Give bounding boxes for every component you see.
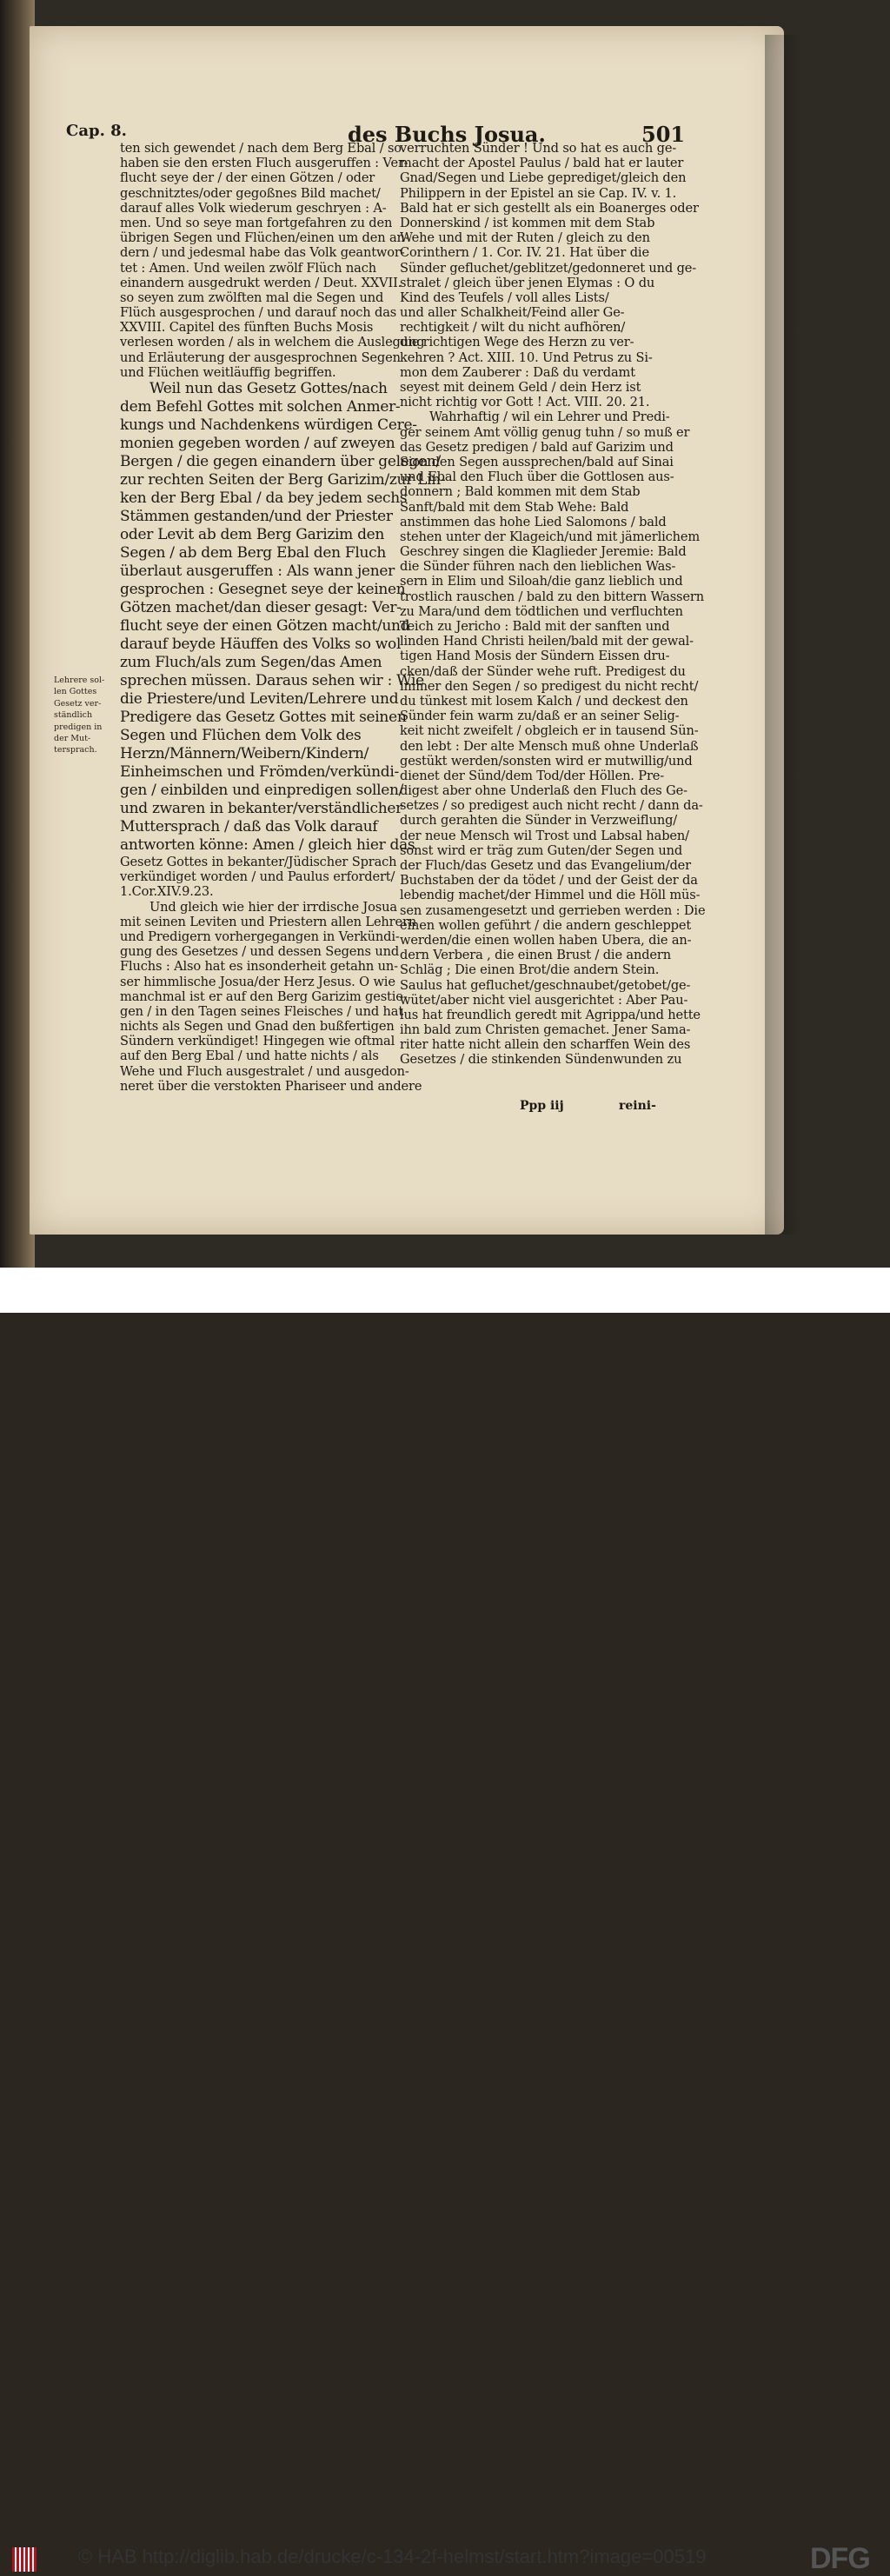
text-line: zu Mara/und dem tödtlichen und verfluchten [400, 603, 683, 619]
text-line: mit seinen Leviten und Priestern allen Lehrern [120, 914, 417, 929]
text-line: tigen Hand Mosis der Sündern Eissen dru- [400, 649, 670, 664]
text-line: du tünkest mit losem Kalch / und deckest den [400, 693, 688, 709]
text-line: Götzen machet/dan dieser gesagt: Ver- [120, 599, 402, 616]
text-line: wütet/aber nicht viel ausgerichtet : Aber Pau- [400, 992, 688, 1008]
text-line: setzes / so predigest auch nicht recht / dann da- [400, 798, 703, 814]
text-line: dienet der Sünd/dem Tod/der Höllen. Pre- [400, 768, 665, 783]
text-line: macht der Apostel Paulus / bald hat er lauter [400, 156, 684, 171]
text-line: so seyen zum zwölften mal die Segen und [120, 290, 384, 305]
text-line: Sion den Segen aussprechen/bald auf Sinai [400, 454, 674, 469]
text-line: flucht seye der / der einen Götzen / oder [120, 170, 375, 186]
text-line: lus hat freundlich geredt mit Agrippa/und hette [400, 1007, 701, 1022]
text-line: die Sünder führen nach den lieblichen Was- [400, 559, 676, 575]
text-line: nicht richtig vor Gott ! Act. VIII. 20. 21. [400, 395, 650, 410]
text-line: riter hatte nicht allein den scharffen Wein des [400, 1037, 691, 1053]
text-line: Fluchs : Also hat es insonderheit getahn un- [120, 959, 398, 975]
text-line: geschnitztes/oder gegoßnes Bild machet/ [120, 185, 381, 201]
text-line: ger seinem Amt völlig genug tuhn / so muß er [400, 424, 690, 440]
text-line: darauf alles Volk wiederum geschryen : A- [120, 200, 387, 216]
text-line: Corinthern / 1. Cor. IV. 21. Hat über die [400, 245, 649, 261]
text-line: Bald hat er sich gestellt als ein Boanerges oder [400, 200, 699, 216]
text-line: Teich zu Jericho : Bald mit der sanften und [400, 619, 670, 634]
left-text-column [120, 141, 446, 1094]
text-line: und Ebal den Fluch über die Gottlosen aus- [400, 469, 674, 485]
scan-background [0, 0, 890, 1268]
text-line: Und gleich wie hier der irrdische Josua [149, 899, 397, 915]
text-line: cken/daß der Sünder wehe ruft. Predigest du [400, 663, 686, 679]
running-title: des Buchs Josua. [348, 122, 546, 147]
text-line: Bergen / die gegen einandern über gelegen/ [120, 453, 441, 470]
text-line: antworten könne: Amen / gleich hier das [120, 836, 415, 854]
text-line: kehren ? Act. XIII. 10. Und Petrus zu Si- [400, 349, 653, 365]
text-line: überlaut ausgeruffen : Als wann jener [120, 562, 395, 580]
text-line: Schläg ; Die einen Brot/die andern Stein. [400, 962, 660, 978]
right-text-column [400, 141, 706, 1068]
text-line: ken der Berg Ebal / da bey jedem sechs [120, 489, 408, 507]
text-line: XXVIII. Capitel des fünften Buchs Mosis [120, 320, 374, 336]
text-line: ser himmlische Josua/der Herz Jesus. O wie [120, 974, 395, 989]
text-line: durch gerahten die Sünder in Verzweiflung/ [400, 813, 678, 829]
dfg-logo: DFG [810, 2542, 870, 2575]
text-line: stralet / gleich über jenen Elymas : O du [400, 275, 655, 290]
text-line: und Predigern vorhergegangen in Verkündi- [120, 929, 400, 944]
text-line: der Fluch/das Gesetz und das Evangelium/der [400, 858, 691, 873]
text-line: men. Und so seye man fortgefahren zu den [120, 215, 393, 230]
text-line: verkündiget worden / und Paulus erfordert/ [120, 869, 395, 885]
text-line: und aller Schalkheit/Feind aller Ge- [400, 305, 625, 321]
page-number: 501 [641, 122, 686, 147]
text-line: Philippern in der Epistel an sie Cap. IV. v. 1. [400, 185, 677, 201]
text-line: sen zusamengesetzt und gerrieben werden : Die [400, 902, 706, 918]
text-line: lebendig machet/der Himmel und die Höll müs- [400, 888, 701, 903]
text-line: dern Verbera , die einen Brust / die andern [400, 948, 671, 963]
margin-note-line: Gesetz ver- [54, 698, 102, 709]
text-line: Weil nun das Gesetz Gottes/nach [149, 380, 388, 397]
text-line: Geschrey singen die Klaglieder Jeremie: Bald [400, 544, 687, 560]
text-line: immer den Segen / so predigest du nicht recht/ [400, 678, 699, 694]
text-line: linden Hand Christi heilen/bald mit der gewal- [400, 634, 694, 649]
margin-note-line: predigen in [54, 722, 103, 732]
viewer-footer [0, 1268, 890, 2575]
text-line: flucht seye der einen Götzen macht/und [120, 617, 410, 635]
chapter-label: Cap. 8. [66, 122, 127, 140]
text-line: seyest mit deinem Geld / dein Herz ist [400, 380, 641, 395]
margin-note [54, 675, 120, 756]
text-line: zur rechten Seiten der Berg Garizim/zur Lin- [120, 471, 446, 489]
text-line: Segen / ab dem Berg Ebal den Fluch [120, 544, 387, 562]
margin-note-line: len Gottes [54, 687, 97, 697]
margin-note-line: tersprach. [54, 745, 97, 755]
text-line: ten sich gewendet / nach dem Berg Ebal / so [120, 141, 402, 156]
text-line: dem Befehl Gottes mit solchen Anmer- [120, 398, 401, 416]
text-line: 1.Cor.XIV.9.23. [120, 884, 214, 900]
text-line: manchmal ist er auf den Berg Garizim gestie- [120, 988, 408, 1004]
text-line: das Gesetz predigen / bald auf Garizim und [400, 439, 674, 455]
text-line: darauf beyde Häuffen des Volks so wol [120, 636, 402, 653]
text-line: Saulus hat gefluchet/geschnaubet/getobet/ge- [400, 977, 691, 993]
text-line: Sünder gefluchet/geblitzet/gedonneret und ge- [400, 260, 697, 276]
text-line: ihn bald zum Christen gemachet. Jener Sama- [400, 1022, 691, 1038]
text-line: Wahrhaftig / wil ein Lehrer und Predi- [429, 409, 670, 425]
text-line: Sündern verkündiget! Hingegen wie oftmal [120, 1034, 395, 1049]
text-line: Gesetz Gottes in bekanter/Jüdischer Sprach [120, 855, 397, 869]
text-line: trostlich rauschen / bald zu den bittern Wassern [400, 589, 704, 604]
text-line: tet : Amen. Und weilen zwölf Flüch nach [120, 260, 376, 276]
margin-note-line: der Mut- [54, 734, 91, 744]
text-line: neret über die verstokten Phariseer und andere [120, 1078, 422, 1094]
text-line: Wehe und mit der Ruten / gleich zu den [400, 230, 650, 246]
text-line: kungs und Nachdenkens würdigen Cere- [120, 416, 417, 434]
text-line: donnern ; Bald kommen mit dem Stab [400, 484, 641, 500]
text-line: verlesen worden / als in welchem die Auslegung [120, 335, 425, 350]
text-line: Gesetzes / die stinkenden Sündenwunden zu [400, 1052, 682, 1068]
text-line: keit nicht zweifelt / obgleich er in tausend Sün- [400, 723, 699, 739]
margin-note-line: Lehrere sol- [54, 676, 105, 685]
text-line: der neue Mensch wil Trost und Labsal haben/ [400, 828, 689, 843]
margin-note-line: ständlich [54, 710, 93, 721]
text-line: Donnerskind / ist kommen mit dem Stab [400, 215, 655, 230]
text-line: nichts als Segen und Gnad den bußfertigen [120, 1019, 395, 1035]
text-line: rechtigkeit / wilt du nicht aufhören/ [400, 320, 626, 336]
text-line: gung des Gesetzes / und dessen Segens und [120, 944, 400, 960]
text-line: und zwaren in bekanter/verständlicher [120, 800, 402, 817]
text-line: gestükt werden/sonsten wird er mutwillig/und [400, 753, 693, 769]
text-line: Sanft/bald mit dem Stab Wehe: Bald [400, 499, 629, 515]
text-line: einandern ausgedrukt werden / Deut. XXVII. [120, 275, 402, 290]
text-line: Gnad/Segen und Liebe geprediget/gleich den [400, 170, 687, 186]
text-line: einen wollen geführt / die andern geschleppet [400, 917, 692, 933]
text-line: auf den Berg Ebal / und hatte nichts / als [120, 1048, 379, 1064]
text-line: gesprochen : Gesegnet seye der keinen [120, 581, 406, 598]
text-line: werden/die einen wollen haben Ubera, die an- [400, 932, 692, 948]
text-line: gen / in den Tagen seines Fleisches / und hat [120, 1003, 404, 1019]
text-line: und Erläuterung der ausgesprochnen Segen [120, 349, 401, 365]
text-line: und Flüchen weitläuffig begriffen. [120, 364, 336, 380]
text-line: sern in Elim und Siloah/die ganz lieblich und [400, 574, 683, 589]
text-line: sprechen müssen. Daraus sehen wir : Wie [120, 672, 424, 689]
text-line: sonst wird er träg zum Guten/der Segen und [400, 842, 683, 858]
signature-mark: Ppp iij [520, 1099, 564, 1113]
text-line: Buchstaben der da tödet / und der Geist der da [400, 873, 698, 889]
text-line: Herzn/Männern/Weibern/Kindern/ [120, 745, 369, 762]
text-line: stehen unter der Klageich/und mit jämerlichem [400, 529, 701, 544]
text-line: den lebt : Der alte Mensch muß ohne Underlaß [400, 738, 699, 754]
source-link[interactable]: © HAB http://diglib.hab.de/drucke/c-134-2f-helmst/start.htm?image=00519 [78, 2546, 707, 2567]
text-line: dern / und jedesmal habe das Volk geantwor- [120, 245, 405, 261]
text-line: die Priestere/und Leviten/Lehrere und [120, 690, 399, 708]
text-line: haben sie den ersten Fluch ausgeruffen : Ver- [120, 156, 408, 171]
text-line: Sünder fein warm zu/daß er an seiner Selig- [400, 709, 680, 724]
text-line: anstimmen das hohe Lied Salomons / bald [400, 514, 667, 529]
text-line: übrigen Segen und Flüchen/einen um den an- [120, 230, 409, 246]
text-line: gen / einbilden und einpredigen sollen/ [120, 782, 404, 799]
catchword: reini- [619, 1099, 656, 1113]
text-line: verruchten Sünder ! Und so hat es auch ge- [400, 141, 677, 156]
text-line: digest aber ohne Underlaß den Fluch des Ge- [400, 783, 687, 799]
text-line: Stämmen gestanden/und der Priester [120, 508, 393, 525]
text-line: oder Levit ab dem Berg Garizim den [120, 526, 385, 543]
text-line: Kind des Teufels / voll alles Lists/ [400, 290, 609, 305]
text-line: Flüch ausgesprochen / und darauf noch das [120, 305, 397, 321]
text-line: Segen und Flüchen dem Volk des [120, 727, 362, 744]
text-line: Einheimschen und Frömden/verkündi- [120, 763, 399, 781]
text-line: mon dem Zauberer : Daß du verdamt [400, 364, 635, 380]
library-logo-icon [12, 2547, 37, 2572]
text-line: Predigere das Gesetz Gottes mit seinen [120, 709, 407, 726]
text-line: Wehe und Fluch ausgestralet / und ausgedon- [120, 1063, 409, 1079]
text-line: zum Fluch/als zum Segen/das Amen [120, 654, 382, 671]
text-line: die richtigen Wege des Herzn zu ver- [400, 335, 634, 350]
page-shadow [765, 35, 800, 1235]
text-line: Muttersprach / daß das Volk darauf [120, 818, 378, 835]
text-line: monien gegeben worden / auf zweyen [120, 435, 395, 452]
